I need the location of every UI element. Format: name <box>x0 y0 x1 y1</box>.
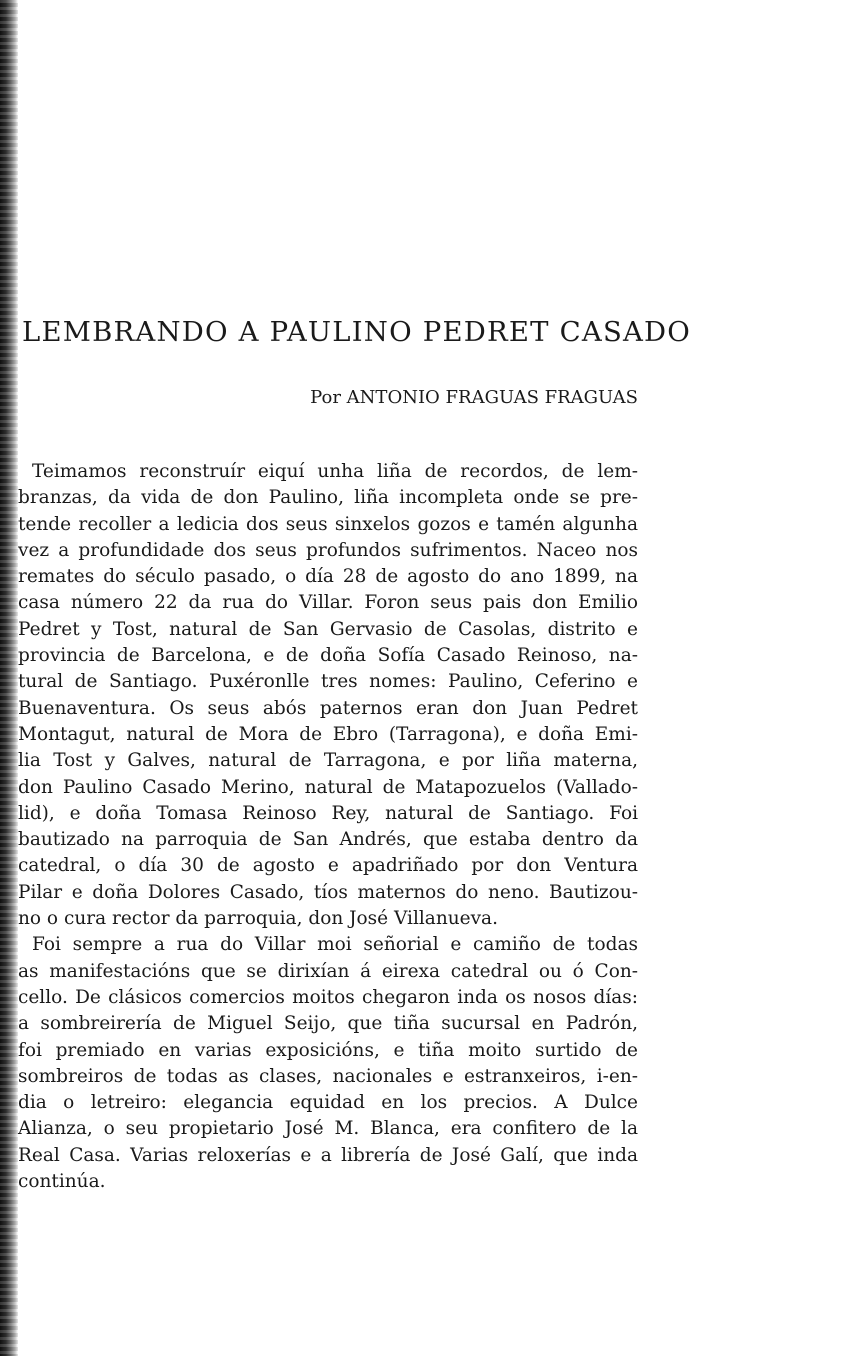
article-byline: Por ANTONIO FRAGUAS FRAGUAS <box>310 387 638 408</box>
body-line: Alianza, o seu propietario José M. Blanca, era confitero de la <box>18 1118 638 1140</box>
body-line: Pedret y Tost, natural de San Gervasio de Casolas, distrito e <box>18 618 638 640</box>
body-line: dia o letreiro: elegancia equidad en los precios. A Dulce <box>18 1092 638 1114</box>
body-line: tende recoller a ledicia dos seus sinxelos gozos e tamén algunha <box>18 513 638 535</box>
body-line: tural de Santiago. Puxéronlle tres nomes: Paulino, Ceferino e <box>18 671 638 693</box>
body-line: Montagut, natural de Mora de Ebro (Tarragona), e doña Emi- <box>18 723 638 745</box>
body-line: Pilar e doña Dolores Casado, tíos maternos do neno. Bautizou- <box>18 881 638 903</box>
body-line: remates do século pasado, o día 28 de agosto do ano 1899, na <box>18 566 638 588</box>
article-title: LEMBRANDO A PAULINO PEDRET CASADO <box>22 316 692 348</box>
body-line: foi premiado en varias exposicións, e tiña moito surtido de <box>18 1039 638 1061</box>
body-line: lid), e doña Tomasa Reinoso Rey, natural de Santiago. Foi <box>18 802 638 824</box>
body-line: a sombreirería de Miguel Seijo, que tiña sucursal en Padrón, <box>18 1013 638 1035</box>
body-line: as manifestacións que se dirixían á eirexa catedral ou ó Con- <box>18 960 638 982</box>
body-line: lia Tost y Galves, natural de Tarragona, e por liña materna, <box>18 750 638 772</box>
body-line: vez a profundidade dos seus profundos sufrimentos. Naceo nos <box>18 539 638 561</box>
body-line: no o cura rector da parroquia, don José Villanueva. <box>18 908 498 930</box>
body-line: Buenaventura. Os seus abós paternos eran don Juan Pedret <box>18 697 638 719</box>
body-line: bautizado na parroquia de San Andrés, que estaba dentro da <box>18 829 638 851</box>
body-line: provincia de Barcelona, e de doña Sofía Casado Reinoso, na- <box>18 645 638 667</box>
body-line: don Paulino Casado Merino, natural de Matapozuelos (Vallado- <box>18 776 638 798</box>
body-line: Teimamos reconstruír eiquí unha liña de recordos, de lem- <box>32 461 638 482</box>
body-line: catedral, o día 30 de agosto e apadriñado por don Ventura <box>18 855 638 877</box>
book-binding-edge <box>0 0 18 1356</box>
body-line: branzas, da vida de don Paulino, liña incompleta onde se pre- <box>18 487 638 509</box>
body-line: continúa. <box>18 1171 106 1193</box>
body-line: cello. De clásicos comercios moitos chegaron inda os nosos días: <box>18 986 638 1008</box>
body-line: casa número 22 da rua do Villar. Foron seus pais don Emilio <box>18 592 638 614</box>
body-line: Foi sempre a rua do Villar moi señorial e camiño de todas <box>32 934 638 956</box>
article-body <box>18 459 638 1195</box>
body-line: Real Casa. Varias reloxerías e a librería de José Galí, que inda <box>18 1144 638 1166</box>
body-line: sombreiros de todas as clases, nacionales e estranxeiros, i-en- <box>18 1065 638 1087</box>
